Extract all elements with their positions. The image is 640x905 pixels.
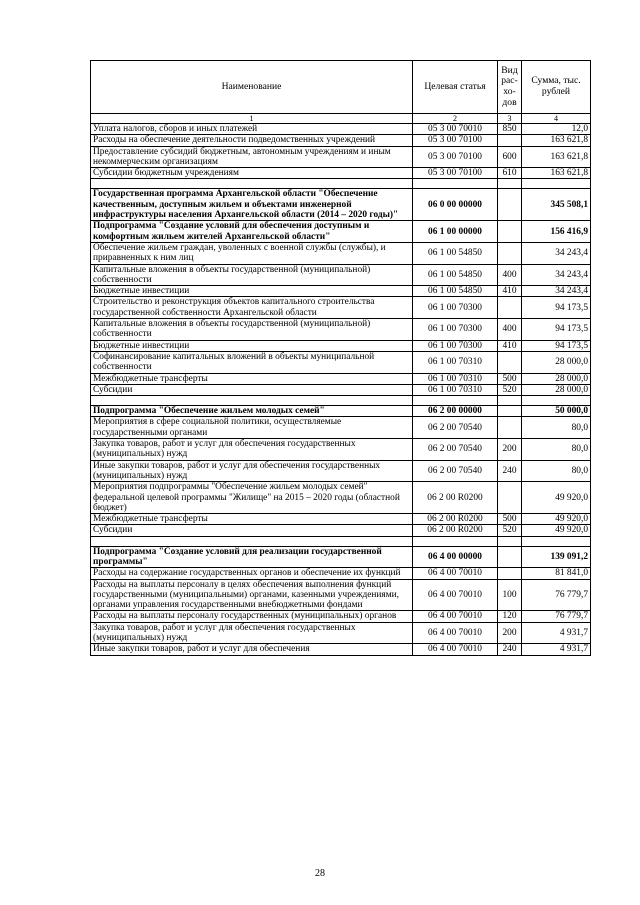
row-name: Расходы на выплаты персоналу в целях обеспечения выполнения функций государственными (муниципальными) органами, казенными учреждениями, органами управления государственными внебюджетными фондами xyxy=(91,579,413,611)
empty-cell xyxy=(522,536,591,546)
row-name: Субсидии xyxy=(91,525,413,536)
row-sum: 156 416,9 xyxy=(522,221,591,243)
row-code: 06 1 00 70300 xyxy=(413,297,498,319)
row-code: 06 4 00 70010 xyxy=(413,644,498,655)
row-code: 06 1 00 00000 xyxy=(413,221,498,243)
row-code: 06 1 00 70310 xyxy=(413,351,498,373)
empty-cell xyxy=(91,179,413,189)
row-sum: 139 091,2 xyxy=(522,546,591,568)
table-row xyxy=(91,611,591,622)
row-code: 06 2 00 00000 xyxy=(413,406,498,417)
table-row xyxy=(91,351,591,373)
row-code: 06 4 00 00000 xyxy=(413,546,498,568)
row-name: Капитальные вложения в объекты государственной (муниципальной) собственности xyxy=(91,319,413,341)
header-name: Наименование xyxy=(91,61,413,114)
empty-cell xyxy=(91,536,413,546)
row-name: Расходы на содержание государственных органов и обеспечение их функций xyxy=(91,568,413,579)
row-vid: 500 xyxy=(498,514,522,525)
spacer-row xyxy=(91,179,591,189)
row-sum: 49 920,0 xyxy=(522,482,591,514)
empty-cell xyxy=(498,396,522,406)
row-name: Иные закупки товаров, работ и услуг для обеспечения xyxy=(91,644,413,655)
row-sum: 81 841,0 xyxy=(522,568,591,579)
table-row xyxy=(91,242,591,264)
row-sum: 163 621,8 xyxy=(522,168,591,179)
row-vid: 600 xyxy=(498,146,522,168)
row-sum: 163 621,8 xyxy=(522,135,591,146)
empty-cell xyxy=(498,179,522,189)
row-sum: 50 000,0 xyxy=(522,406,591,417)
empty-cell xyxy=(413,396,498,406)
row-vid: 200 xyxy=(498,439,522,461)
row-name: Межбюджетные трансферты xyxy=(91,373,413,384)
column-number: 4 xyxy=(522,114,591,124)
row-sum: 94 173,5 xyxy=(522,340,591,351)
row-sum: 76 779,7 xyxy=(522,611,591,622)
row-code: 05 3 00 70100 xyxy=(413,135,498,146)
row-sum: 94 173,5 xyxy=(522,297,591,319)
row-sum: 80,0 xyxy=(522,460,591,482)
row-sum: 49 920,0 xyxy=(522,514,591,525)
table-row xyxy=(91,622,591,644)
row-code: 06 4 00 70010 xyxy=(413,579,498,611)
row-sum: 28 000,0 xyxy=(522,373,591,384)
table-row xyxy=(91,406,591,417)
row-sum: 49 920,0 xyxy=(522,525,591,536)
row-code: 06 1 00 70300 xyxy=(413,340,498,351)
row-vid xyxy=(498,189,522,221)
row-vid: 240 xyxy=(498,644,522,655)
row-vid: 410 xyxy=(498,340,522,351)
row-sum: 163 621,8 xyxy=(522,146,591,168)
table-row xyxy=(91,384,591,395)
table-row xyxy=(91,373,591,384)
table-header-row xyxy=(91,61,591,114)
row-sum: 80,0 xyxy=(522,439,591,461)
row-name: Расходы на выплаты персоналу государственных (муниципальных) органов xyxy=(91,611,413,622)
row-sum: 80,0 xyxy=(522,417,591,439)
row-code: 06 1 00 70310 xyxy=(413,384,498,395)
row-vid: 850 xyxy=(498,124,522,135)
row-name: Уплата налогов, сборов и иных платежей xyxy=(91,124,413,135)
row-name: Закупка товаров, работ и услуг для обеспечения государственных (муниципальных) нужд xyxy=(91,439,413,461)
table-row xyxy=(91,319,591,341)
row-vid xyxy=(498,135,522,146)
table-row xyxy=(91,264,591,286)
row-sum: 12,0 xyxy=(522,124,591,135)
row-vid: 520 xyxy=(498,384,522,395)
row-code: 06 1 00 70310 xyxy=(413,373,498,384)
row-code: 06 1 00 54850 xyxy=(413,286,498,297)
table-row xyxy=(91,297,591,319)
row-code: 06 4 00 70010 xyxy=(413,568,498,579)
row-code: 06 2 00 70540 xyxy=(413,460,498,482)
column-number: 1 xyxy=(91,114,413,124)
row-vid: 240 xyxy=(498,460,522,482)
row-sum: 4 931,7 xyxy=(522,644,591,655)
table-row xyxy=(91,146,591,168)
row-sum: 345 508,1 xyxy=(522,189,591,221)
row-name: Мероприятия подпрограммы "Обеспечение жильем молодых семей" федеральной целевой программы "Жилище" на 2015 – 2020 годы (областной бюджет) xyxy=(91,482,413,514)
empty-cell xyxy=(91,396,413,406)
row-vid: 520 xyxy=(498,525,522,536)
row-sum: 4 931,7 xyxy=(522,622,591,644)
header-sum: Сумма, тыс. рублей xyxy=(522,61,591,114)
row-vid xyxy=(498,242,522,264)
row-sum: 34 243,4 xyxy=(522,264,591,286)
column-number-row xyxy=(91,114,591,124)
row-sum: 94 173,5 xyxy=(522,319,591,341)
table-row xyxy=(91,546,591,568)
row-name: Капитальные вложения в объекты государственной (муниципальной) собственности xyxy=(91,264,413,286)
empty-cell xyxy=(522,179,591,189)
row-name: Софинансирование капитальных вложений в объекты муниципальной собственности xyxy=(91,351,413,373)
table-row xyxy=(91,568,591,579)
row-vid xyxy=(498,482,522,514)
table-row xyxy=(91,221,591,243)
empty-cell xyxy=(413,536,498,546)
row-name: Подпрограмма "Создание условий для обеспечения доступным и комфортным жильем жителей Архангельской области" xyxy=(91,221,413,243)
table-row xyxy=(91,168,591,179)
spacer-row xyxy=(91,536,591,546)
table-row xyxy=(91,525,591,536)
row-vid: 400 xyxy=(498,319,522,341)
row-sum: 28 000,0 xyxy=(522,384,591,395)
row-vid: 120 xyxy=(498,611,522,622)
table-row xyxy=(91,340,591,351)
row-code: 06 0 00 00000 xyxy=(413,189,498,221)
row-vid xyxy=(498,221,522,243)
row-name: Подпрограмма "Создание условий для реализации государственной программы" xyxy=(91,546,413,568)
row-code: 06 2 00 70540 xyxy=(413,439,498,461)
row-vid: 610 xyxy=(498,168,522,179)
header-vid: Вид рас-хо-дов xyxy=(498,61,522,114)
table-row xyxy=(91,439,591,461)
page-number: 28 xyxy=(315,868,325,879)
row-name: Бюджетные инвестиции xyxy=(91,286,413,297)
row-name: Расходы на обеспечение деятельности подведомственных учреждений xyxy=(91,135,413,146)
row-code: 05 3 00 70100 xyxy=(413,146,498,168)
table-row xyxy=(91,482,591,514)
row-vid: 410 xyxy=(498,286,522,297)
table-body xyxy=(91,124,591,656)
column-number: 2 xyxy=(413,114,498,124)
column-number: 3 xyxy=(498,114,522,124)
row-code: 06 1 00 54850 xyxy=(413,242,498,264)
row-code: 05 3 00 70100 xyxy=(413,168,498,179)
row-name: Иные закупки товаров, работ и услуг для обеспечения государственных (муниципальных) нужд xyxy=(91,460,413,482)
row-code: 06 2 00 R0200 xyxy=(413,514,498,525)
row-name: Обеспечение жильем граждан, уволенных с военной службы (службы), и приравненных к ним лиц xyxy=(91,242,413,264)
empty-cell xyxy=(522,396,591,406)
row-vid: 200 xyxy=(498,622,522,644)
row-vid: 500 xyxy=(498,373,522,384)
row-vid xyxy=(498,351,522,373)
row-code: 06 1 00 54850 xyxy=(413,264,498,286)
row-name: Закупка товаров, работ и услуг для обеспечения государственных (муниципальных) нужд xyxy=(91,622,413,644)
row-name: Государственная программа Архангельской области "Обеспечение качественным, доступным жильем и объектами инженерной инфраструктуры населения Архангельской области (2014 – 2020 годы)" xyxy=(91,189,413,221)
row-sum: 34 243,4 xyxy=(522,286,591,297)
row-name: Строительство и реконструкция объектов капитального строительства государственной собственности Архангельской области xyxy=(91,297,413,319)
table-row xyxy=(91,286,591,297)
row-name: Подпрограмма "Обеспечение жильем молодых семей" xyxy=(91,406,413,417)
row-code: 06 2 00 R0200 xyxy=(413,525,498,536)
empty-cell xyxy=(498,536,522,546)
row-vid xyxy=(498,417,522,439)
row-sum: 76 779,7 xyxy=(522,579,591,611)
table-row xyxy=(91,135,591,146)
row-code: 05 3 00 70010 xyxy=(413,124,498,135)
row-vid: 400 xyxy=(498,264,522,286)
row-code: 06 4 00 70010 xyxy=(413,622,498,644)
row-vid xyxy=(498,297,522,319)
row-name: Субсидии xyxy=(91,384,413,395)
row-vid xyxy=(498,406,522,417)
row-name: Субсидии бюджетным учреждениям xyxy=(91,168,413,179)
row-code: 06 2 00 70540 xyxy=(413,417,498,439)
row-code: 06 4 00 70010 xyxy=(413,611,498,622)
row-sum: 28 000,0 xyxy=(522,351,591,373)
empty-cell xyxy=(413,179,498,189)
row-name: Мероприятия в сфере социальной политики, осуществляемые государственными органами xyxy=(91,417,413,439)
table-row xyxy=(91,460,591,482)
table-row xyxy=(91,644,591,655)
table-row xyxy=(91,189,591,221)
table-row xyxy=(91,417,591,439)
row-sum: 34 243,4 xyxy=(522,242,591,264)
row-vid xyxy=(498,568,522,579)
table-row xyxy=(91,514,591,525)
row-name: Предоставление субсидий бюджетным, автономным учреждениям и иным некоммерческим организациям xyxy=(91,146,413,168)
table-row xyxy=(91,124,591,135)
row-name: Бюджетные инвестиции xyxy=(91,340,413,351)
table-row xyxy=(91,579,591,611)
header-article: Целевая статья xyxy=(413,61,498,114)
row-vid xyxy=(498,546,522,568)
spacer-row xyxy=(91,396,591,406)
row-name: Межбюджетные трансферты xyxy=(91,514,413,525)
row-code: 06 1 00 70300 xyxy=(413,319,498,341)
row-code: 06 2 00 R0200 xyxy=(413,482,498,514)
row-vid: 100 xyxy=(498,579,522,611)
budget-table xyxy=(90,60,591,656)
